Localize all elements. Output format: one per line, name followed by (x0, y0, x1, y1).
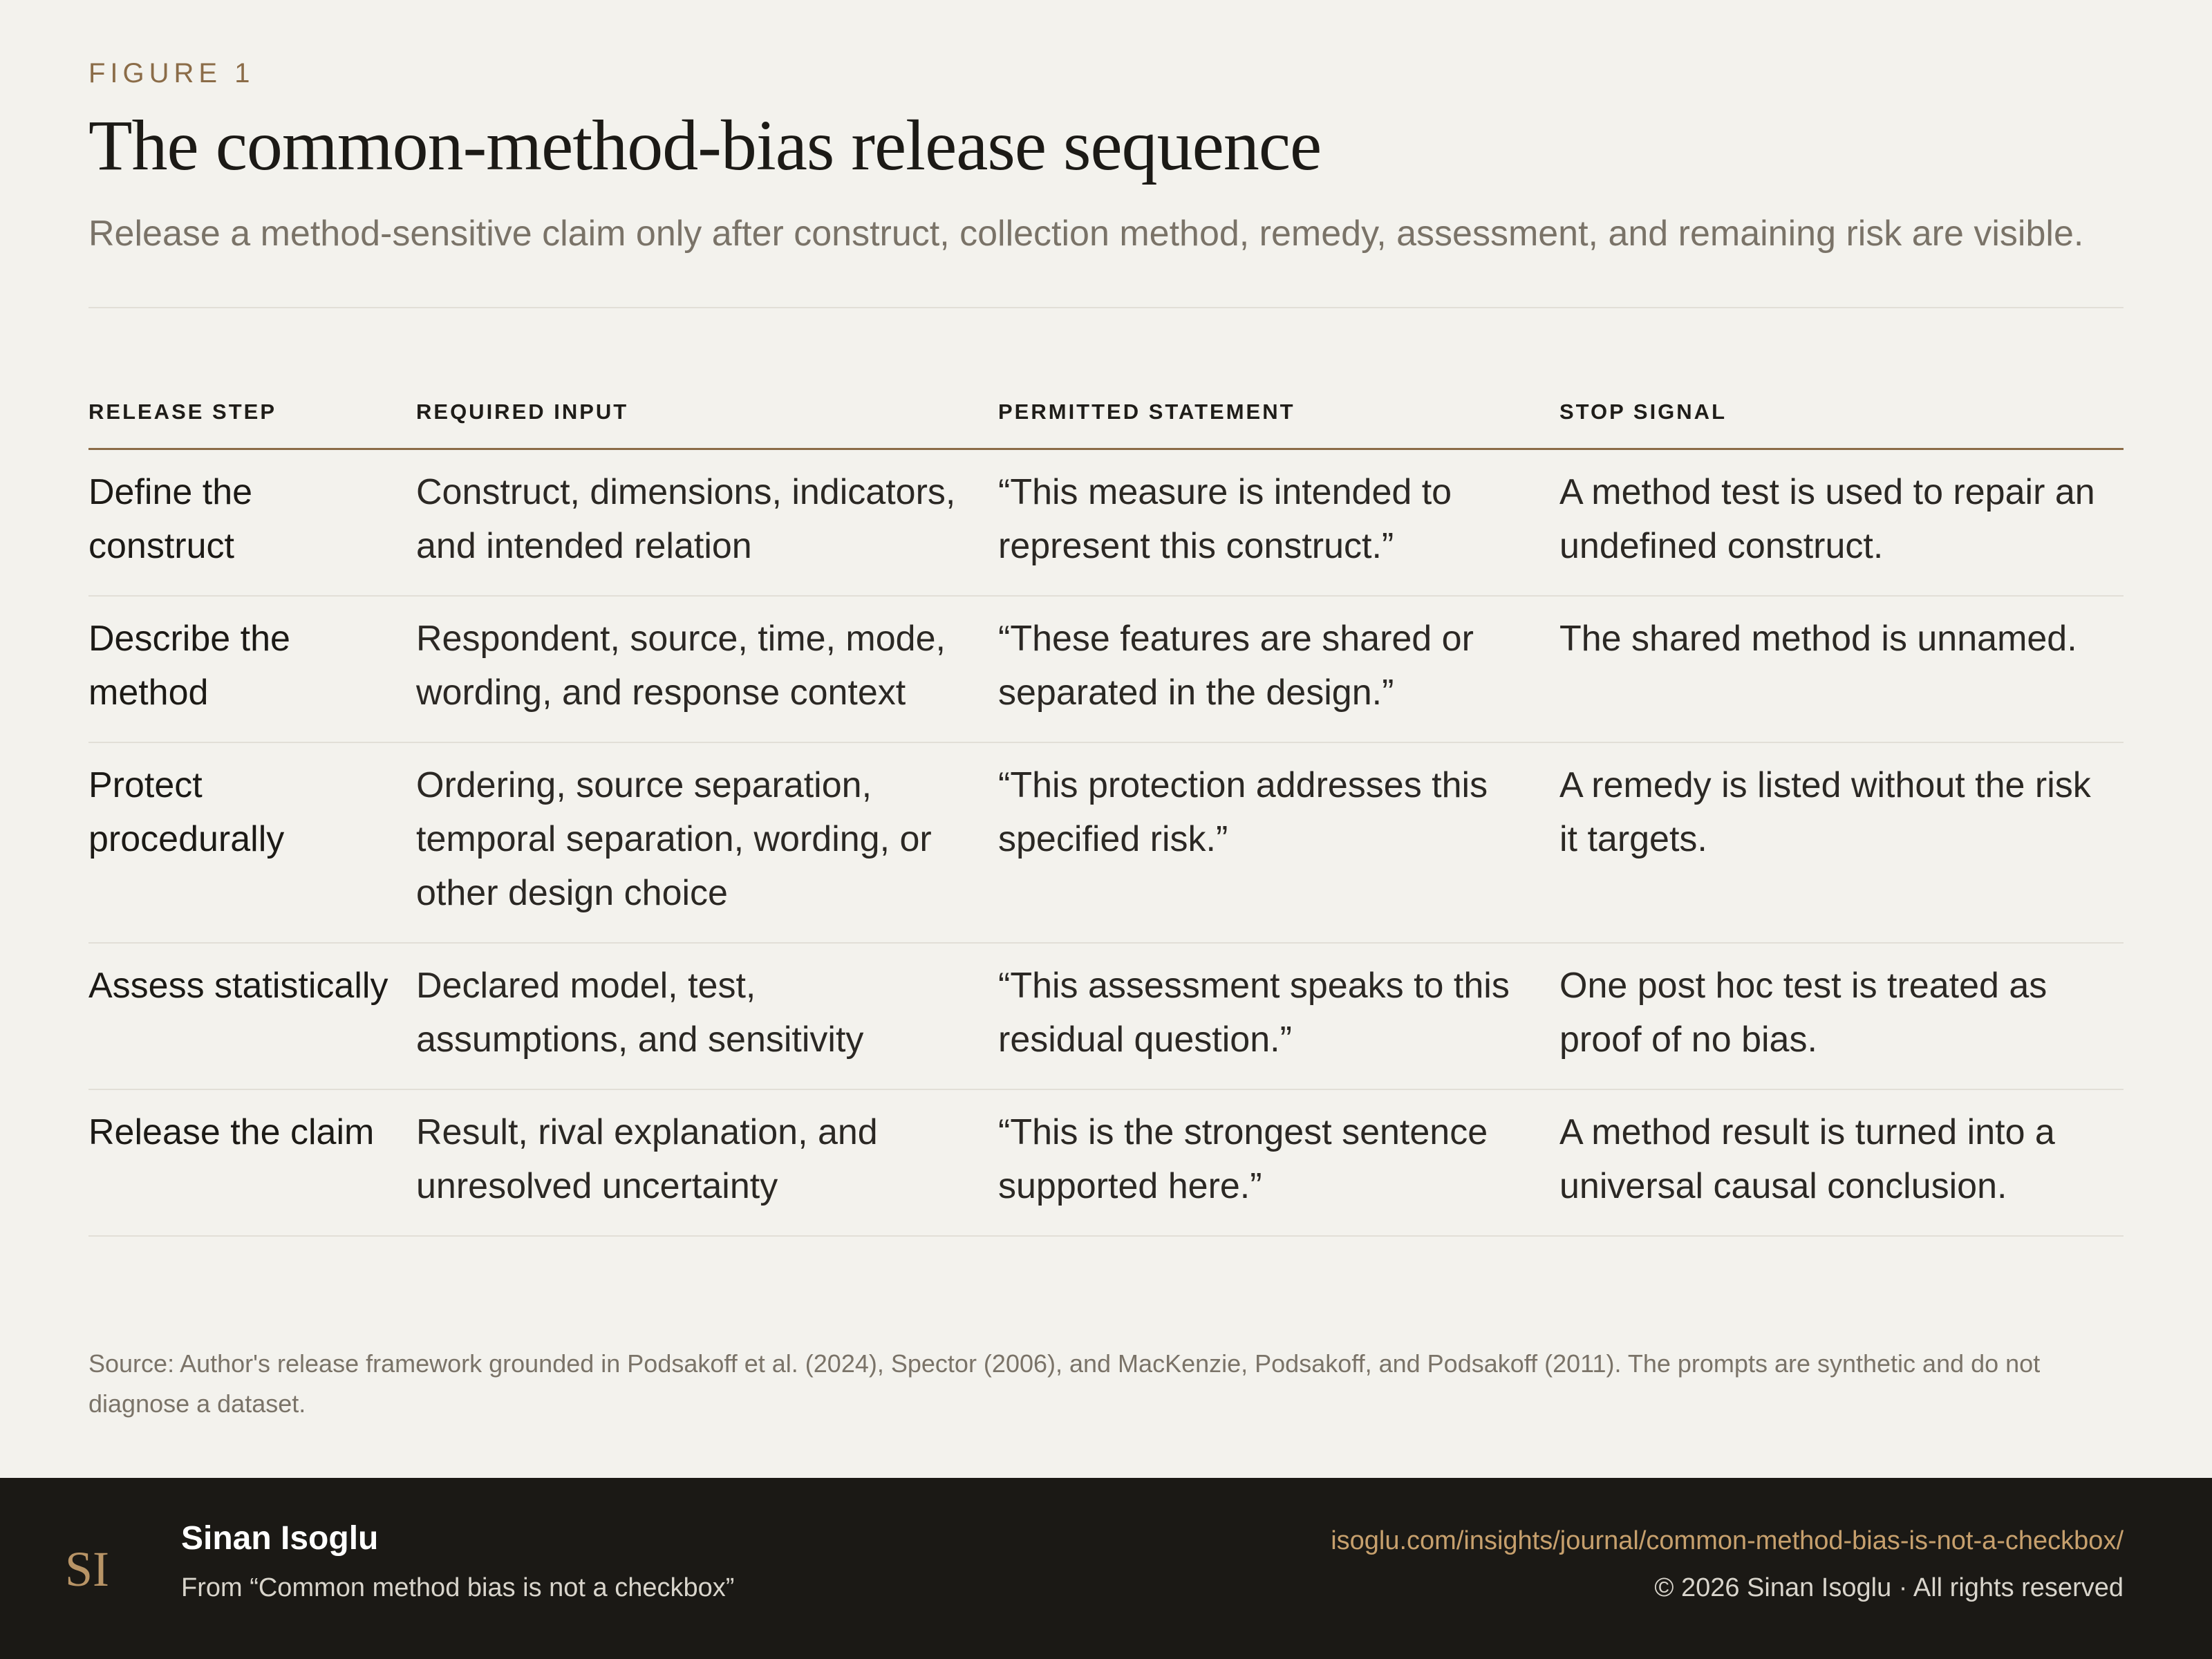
required-input-cell: Respondent, source, time, mode, wording, and response context (416, 596, 998, 742)
permitted-statement-cell: “These features are shared or separated in the design.” (998, 596, 1559, 742)
release-step-cell: Protect procedurally (88, 742, 416, 943)
column-header-required-input: REQUIRED INPUT (416, 400, 998, 449)
permitted-statement-cell: “This protection addresses this specified risk.” (998, 742, 1559, 943)
table-row (88, 943, 2124, 1089)
page-title: The common-method-bias release sequence (88, 106, 1322, 185)
stop-signal-cell: A method test is used to repair an undefined construct. (1559, 449, 2124, 597)
stop-signal-cell: A method result is turned into a universal causal conclusion. (1559, 1089, 2124, 1236)
column-header-stop-signal: STOP SIGNAL (1559, 400, 2124, 449)
table-row (88, 449, 2124, 597)
permitted-statement-cell: “This measure is intended to represent this construct.” (998, 449, 1559, 597)
column-header-release-step: RELEASE STEP (88, 400, 416, 449)
source-note: Source: Author's release framework grounded in Podsakoff et al. (2024), Spector (2006), and MacKenzie, Podsakoff, and Podsakoff (2011). The prompts are synthetic and do not diagnose a dataset. (88, 1349, 2041, 1418)
author-name: Sinan Isoglu (181, 1520, 379, 1557)
release-table (88, 400, 2124, 1237)
figure-label: FIGURE 1 (88, 58, 255, 88)
stop-signal-cell: One post hoc test is treated as proof of no bias. (1559, 943, 2124, 1089)
required-input-cell: Result, rival explanation, and unresolved uncertainty (416, 1089, 998, 1236)
svg-text:SI: SI (65, 1541, 110, 1597)
table-row (88, 1089, 2124, 1236)
figure (88, 58, 2124, 1237)
release-step-cell: Release the claim (88, 1089, 416, 1236)
si-monogram-icon (64, 1537, 119, 1600)
copyright-notice: © 2026 Sinan Isoglu · All rights reserved (1654, 1573, 2124, 1602)
divider (88, 307, 2124, 308)
release-step-cell: Assess statistically (88, 943, 416, 1089)
table-row (88, 742, 2124, 943)
article-reference: From “Common method bias is not a checkbox” (181, 1573, 735, 1602)
release-step-cell: Define the construct (88, 449, 416, 597)
required-input-cell: Declared model, test, assumptions, and sensitivity (416, 943, 998, 1089)
stop-signal-cell: A remedy is listed without the risk it targets. (1559, 742, 2124, 943)
page-subtitle: Release a method-sensitive claim only after construct, collection method, remedy, assessment, and remaining risk are visible. (88, 213, 2084, 254)
release-step-cell: Describe the method (88, 596, 416, 742)
stop-signal-cell: The shared method is unnamed. (1559, 596, 2124, 742)
column-header-permitted-statement: PERMITTED STATEMENT (998, 400, 1559, 449)
permitted-statement-cell: “This is the strongest sentence supported here.” (998, 1089, 1559, 1236)
footer (0, 1478, 2212, 1659)
article-link[interactable]: isoglu.com/insights/journal/common-method-bias-is-not-a-checkbox/ (1331, 1526, 2124, 1555)
table-header-row (88, 400, 2124, 449)
table-row (88, 596, 2124, 742)
required-input-cell: Construct, dimensions, indicators, and intended relation (416, 449, 998, 597)
permitted-statement-cell: “This assessment speaks to this residual question.” (998, 943, 1559, 1089)
required-input-cell: Ordering, source separation, temporal separation, wording, or other design choice (416, 742, 998, 943)
